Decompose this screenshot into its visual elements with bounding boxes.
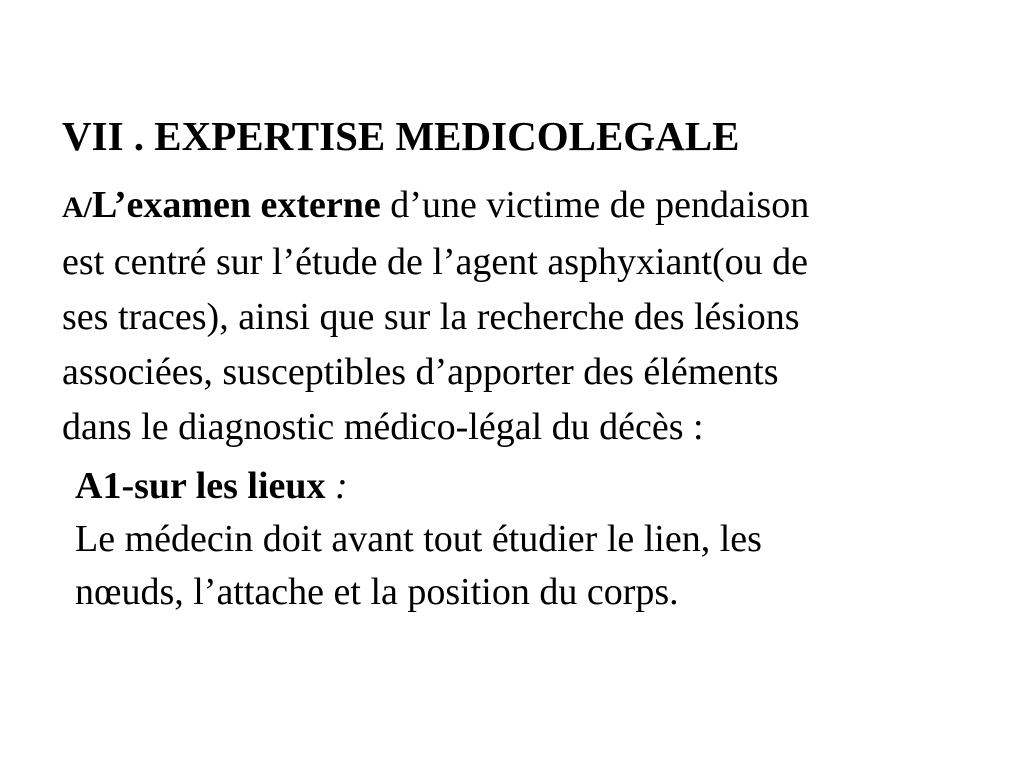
paragraph-line: dans le diagnostic médico-légal du décès : [62, 406, 704, 448]
paragraph-line [62, 178, 982, 235]
paragraph-line: Le médecin doit avant tout étudier le lien, les [75, 518, 762, 560]
section-prefix: A/ [62, 191, 92, 224]
paragraph-sur-les-lieux [75, 460, 995, 619]
paragraph-text: d’une victime de pendaison [380, 184, 810, 226]
paragraph-examen-externe [62, 178, 982, 455]
slide-title: VII . EXPERTISE MEDICOLEGALE [62, 113, 740, 159]
paragraph-line: est centré sur l’étude de l’agent asphyxiant(ou de [62, 241, 808, 283]
subsection-heading: A1-sur les lieux [75, 465, 326, 507]
section-heading: L’examen externe [92, 184, 381, 226]
paragraph-line: ses traces), ainsi que sur la recherche des lésions [62, 296, 800, 338]
subsection-colon: : [325, 465, 348, 507]
paragraph-line [75, 460, 995, 513]
paragraph-line: associées, susceptibles d’apporter des éléments [62, 351, 779, 393]
paragraph-line: nœuds, l’attache et la position du corps. [75, 571, 679, 613]
